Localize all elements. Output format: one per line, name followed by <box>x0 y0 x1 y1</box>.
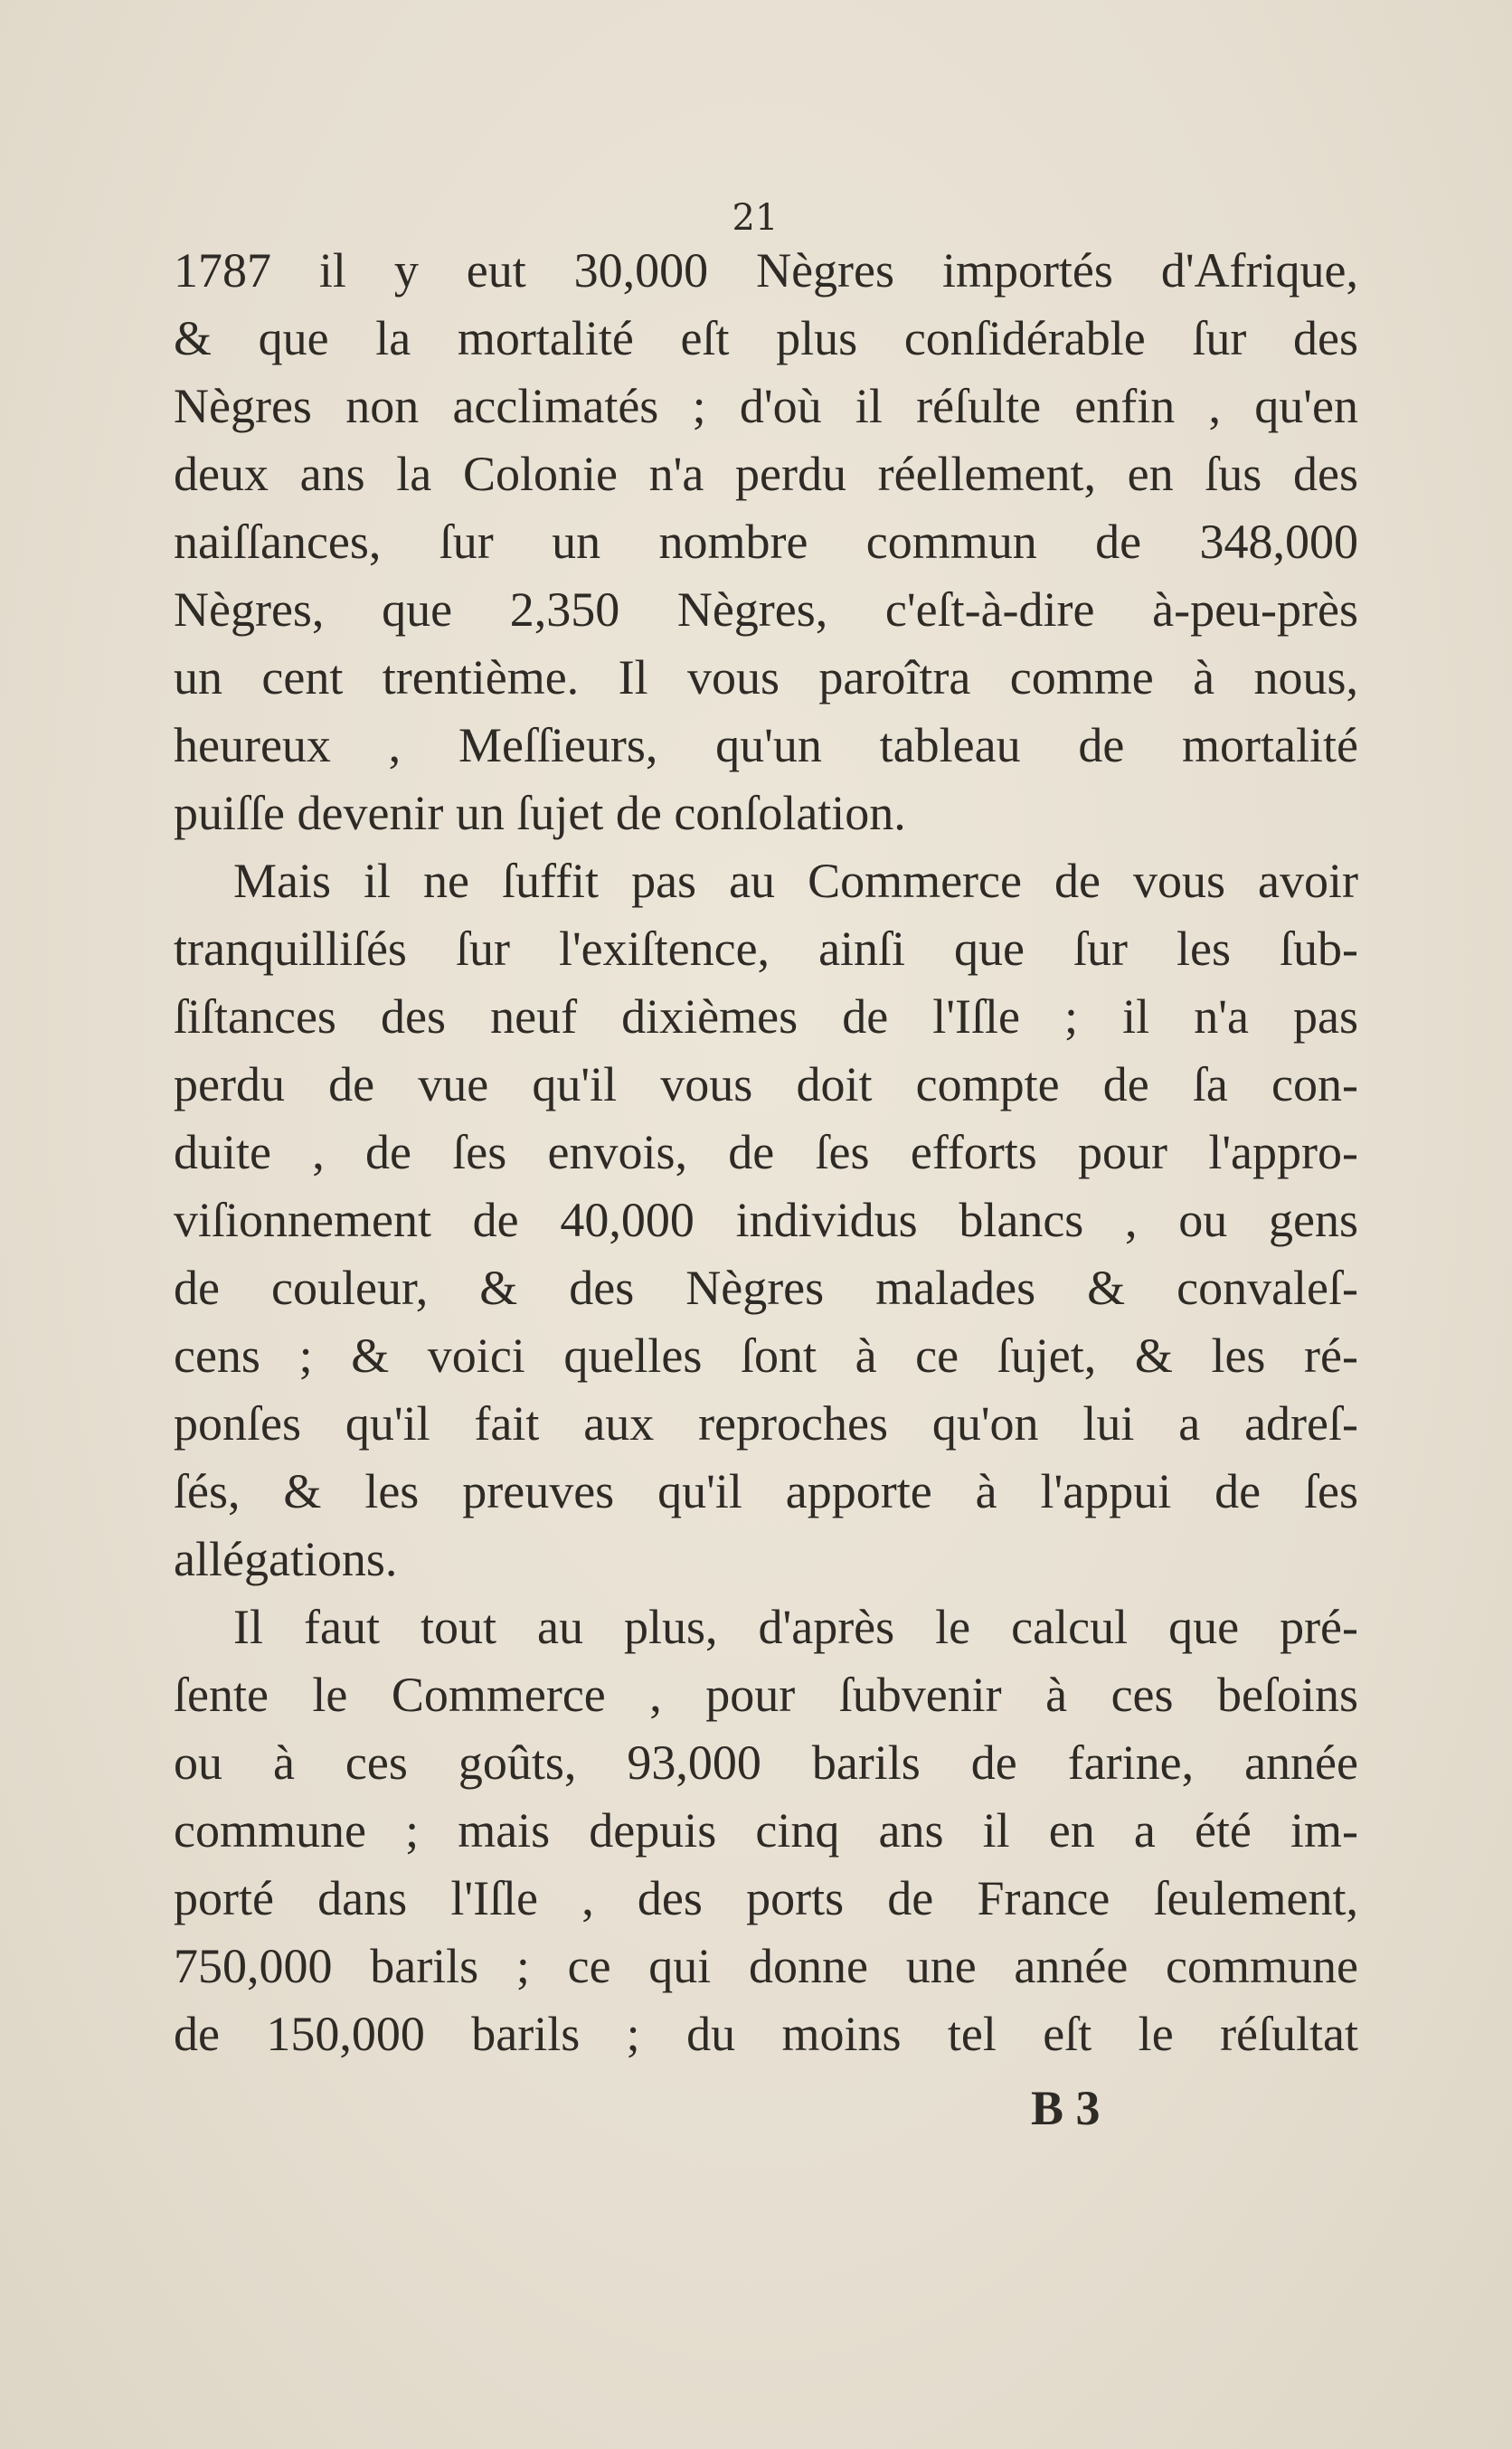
text-line: commune ; mais depuis cinq ans il en a été im- <box>174 1803 1358 1858</box>
text-line: porté dans l'Iſle , des ports de France ſeulement, <box>174 1871 1358 1925</box>
text-line: un cent trentième. Il vous paroîtra comme à nous, <box>174 650 1358 704</box>
text-line: duite , de ſes envois, de ſes efforts pour l'appro- <box>174 1125 1358 1179</box>
text-line: ſente le Commerce , pour ſubvenir à ces beſoins <box>174 1668 1358 1722</box>
text-line: de 150,000 barils ; du moins tel eſt le réſultat <box>174 2007 1358 2061</box>
page-number: 21 <box>732 197 779 239</box>
text-line: ſiſtances des neuf dixièmes de l'Iſle ; il n'a pas <box>174 989 1358 1044</box>
text-line: Mais il ne ſuffit pas au Commerce de vous avoir <box>233 854 1358 908</box>
text-line: puiſſe devenir un ſujet de conſolation. <box>174 786 906 840</box>
text-line: ou à ces goûts, 93,000 barils de farine, année <box>174 1735 1358 1790</box>
text-line: de couleur, & des Nègres malades & convaleſ- <box>174 1261 1358 1315</box>
text-line: & que la mortalité eſt plus conſidérable ſur des <box>174 311 1358 365</box>
text-line: heureux , Meſſieurs, qu'un tableau de mortalité <box>174 718 1358 772</box>
text-line: Nègres non acclimatés ; d'où il réſulte enfin , qu'en <box>174 379 1358 433</box>
signature-mark: B 3 <box>1031 2081 1101 2135</box>
text-line: 750,000 barils ; ce qui donne une année commune <box>174 1939 1358 1993</box>
text-line: viſionnement de 40,000 individus blancs , ou gens <box>174 1193 1358 1247</box>
body-text <box>174 237 1358 2068</box>
text-line: tranquilliſés ſur l'exiſtence, ainſi que ſur les ſub- <box>174 922 1358 976</box>
text-line: deux ans la Colonie n'a perdu réellement, en ſus des <box>174 447 1358 501</box>
text-line: Nègres, que 2,350 Nègres, c'eſt-à-dire à-peu-près <box>174 582 1358 637</box>
text-line: perdu de vue qu'il vous doit compte de ſa con- <box>174 1057 1358 1111</box>
text-line: cens ; & voici quelles ſont à ce ſujet, & les ré- <box>174 1329 1358 1383</box>
text-line: ſés, & les preuves qu'il apporte à l'appui de ſes <box>174 1464 1358 1518</box>
text-line: ponſes qu'il fait aux reproches qu'on lui a adreſ- <box>174 1396 1358 1451</box>
text-line: Il faut tout au plus, d'après le calcul que pré- <box>233 1600 1358 1654</box>
text-line: allégations. <box>174 1532 398 1586</box>
text-line: 1787 il y eut 30,000 Nègres importés d'Afrique, <box>174 243 1358 298</box>
text-line: naiſſances, ſur un nombre commun de 348,000 <box>174 515 1358 569</box>
